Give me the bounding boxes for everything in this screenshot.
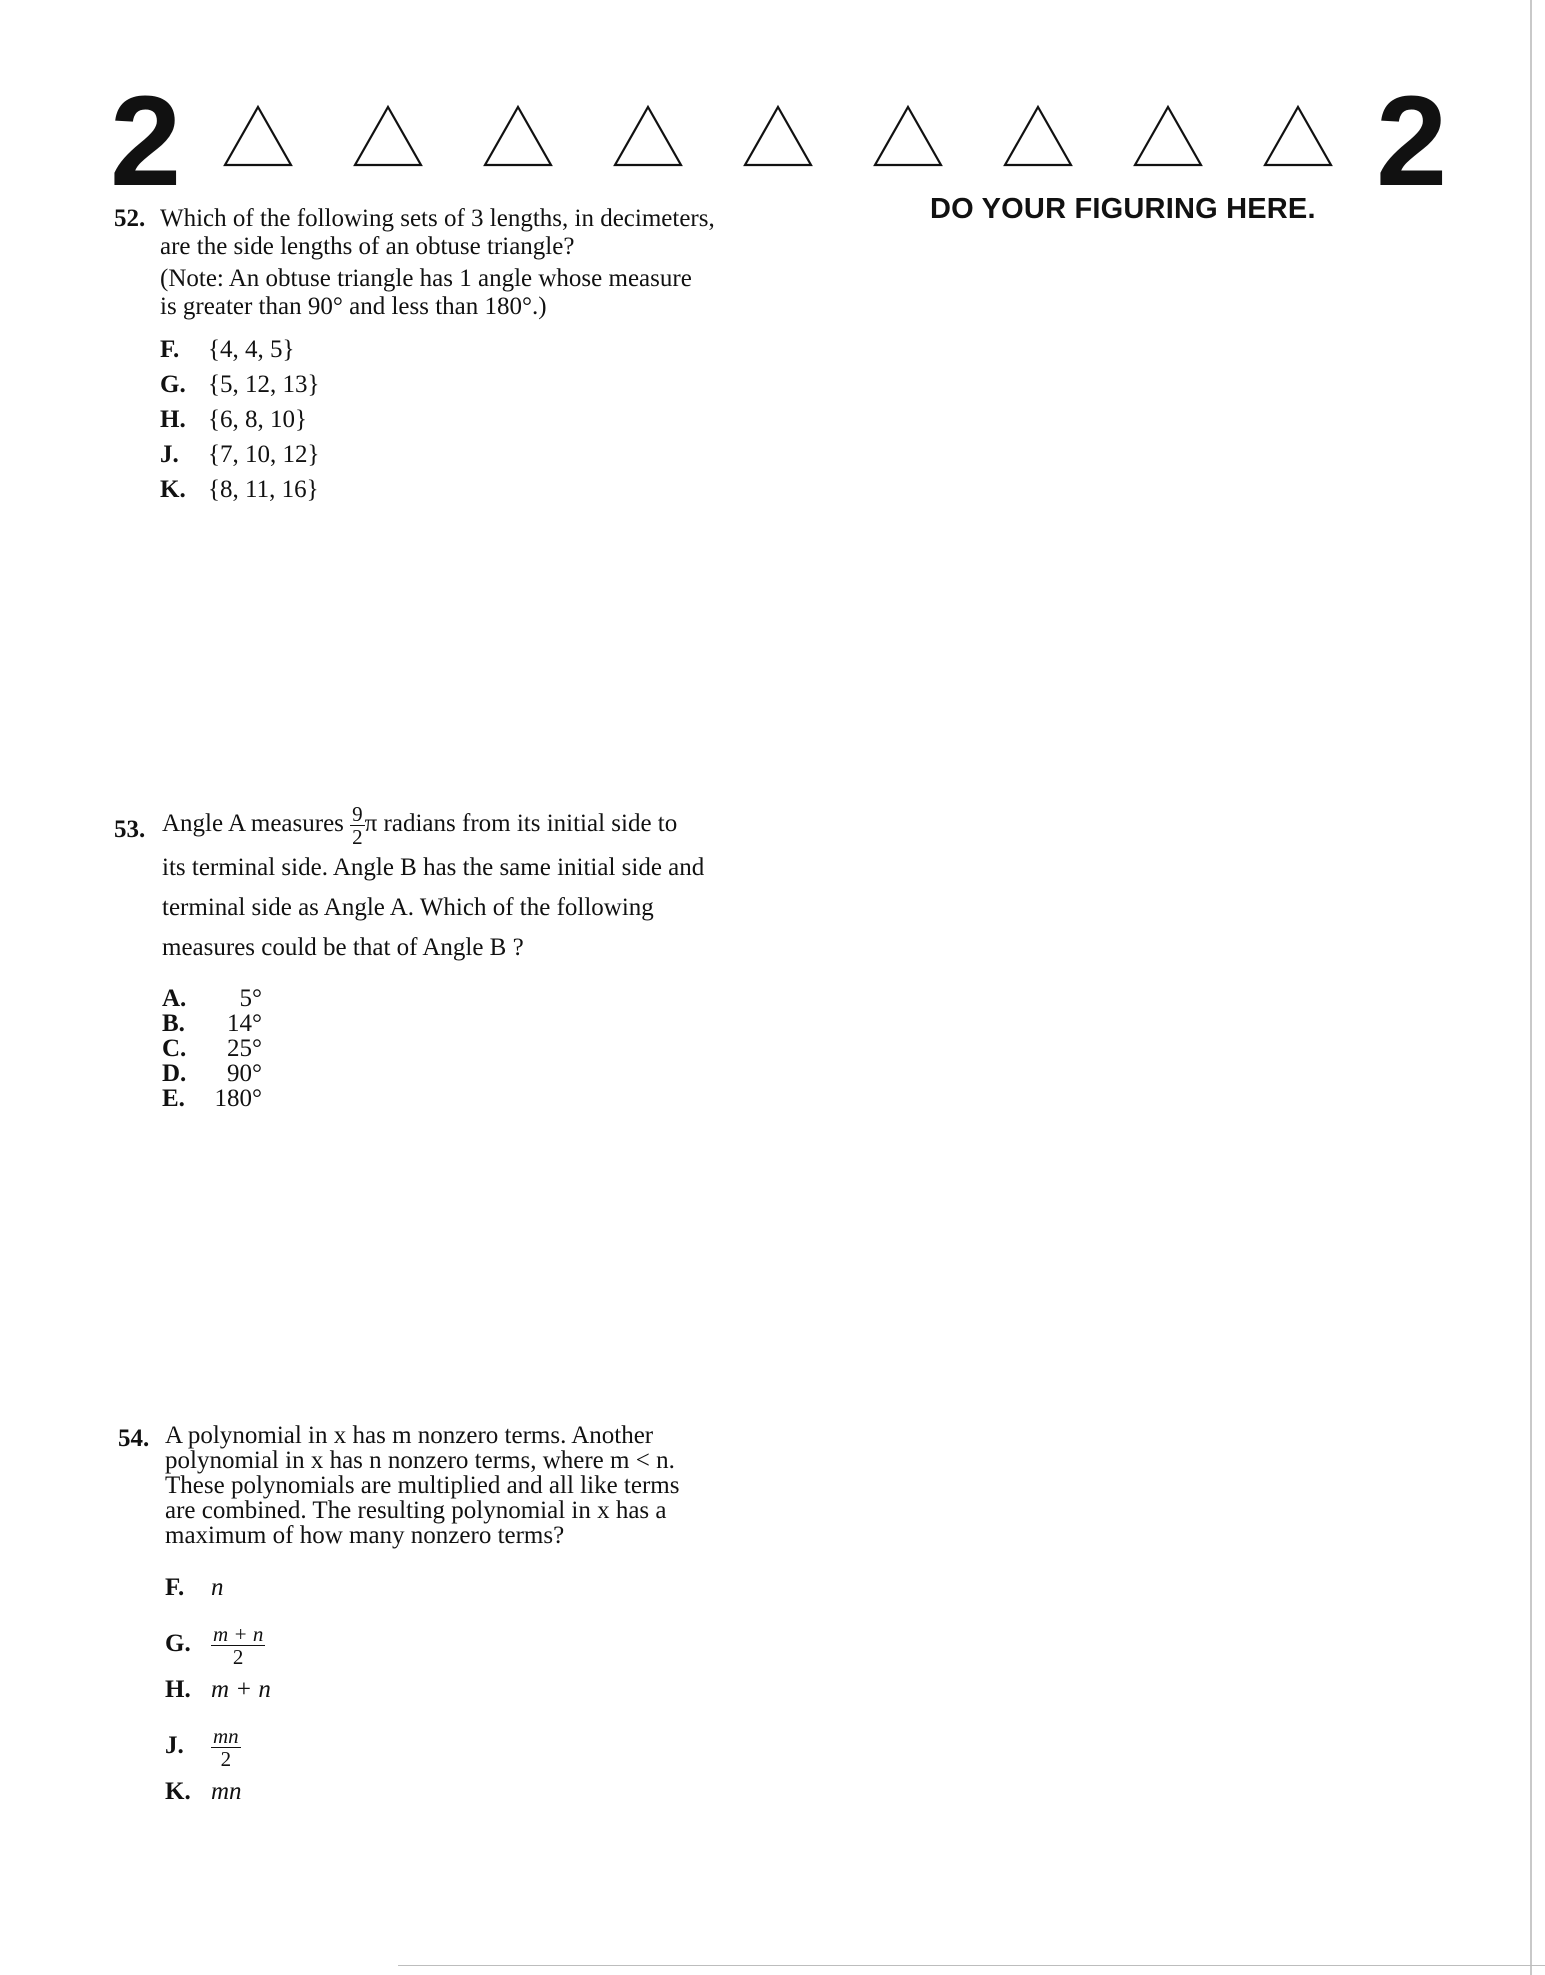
answer-choice-j[interactable]: [160, 440, 320, 470]
fraction: [211, 1623, 265, 1668]
triangle-icon: [482, 104, 554, 168]
choice-label: H.: [160, 406, 186, 433]
choice-label: B.: [162, 1010, 185, 1037]
choice-label: G.: [165, 1630, 191, 1658]
choice-text: 90°: [227, 1060, 262, 1087]
answer-choice-b[interactable]: [162, 1011, 262, 1036]
choice-label: F.: [160, 336, 180, 363]
question-note: [160, 265, 760, 321]
choice-label: K.: [165, 1778, 191, 1805]
answer-choice-c[interactable]: [162, 1036, 262, 1061]
choice-text: m + n: [211, 1676, 271, 1703]
question-number: 54.: [118, 1425, 150, 1452]
question-stem: [165, 1423, 755, 1548]
answer-choice-g[interactable]: [160, 370, 320, 400]
choice-label: C.: [162, 1035, 187, 1062]
choice-label: J.: [165, 1732, 184, 1760]
stem-line: its terminal side. Angle B has the same initial side and: [162, 854, 705, 881]
choice-text: 14°: [227, 1010, 262, 1037]
fraction-denominator: 2: [232, 1645, 244, 1669]
choice-text: {6, 8, 10}: [208, 406, 307, 433]
answer-choice-h[interactable]: [160, 405, 307, 435]
answer-choice-e[interactable]: [162, 1086, 262, 1111]
section-number-left: 2: [110, 70, 182, 213]
answer-choice-d[interactable]: [162, 1061, 262, 1086]
choice-text: n: [211, 1574, 224, 1601]
triangle-icon: [1132, 104, 1204, 168]
stem-line: polynomial in x has n nonzero terms, where m < n.: [165, 1447, 675, 1474]
answer-choice-f[interactable]: [165, 1573, 224, 1603]
question-number: 52.: [114, 205, 146, 232]
stem-line: terminal side as Angle A. Which of the following: [162, 894, 654, 921]
triangle-icon: [1002, 104, 1074, 168]
triangle-icon: [742, 104, 814, 168]
choice-label: H.: [165, 1676, 191, 1703]
stem-line: Which of the following sets of 3 lengths, in decimeters,: [160, 205, 715, 232]
choice-text: {8, 11, 16}: [208, 476, 319, 503]
answer-choice-a[interactable]: [162, 986, 262, 1011]
choice-label: G.: [160, 371, 186, 398]
fraction-numerator: 9: [352, 802, 363, 826]
page-bottom-line: [398, 1965, 1545, 1966]
triangle-icon: [352, 104, 424, 168]
stem-line: maximum of how many nonzero terms?: [165, 1522, 565, 1549]
stem-line: [162, 803, 762, 848]
choice-text: {4, 4, 5}: [208, 336, 295, 363]
triangle-icon: [1262, 104, 1334, 168]
stem-text: radians from its initial side to: [383, 810, 678, 838]
figuring-note: DO YOUR FIGURING HERE.: [930, 193, 1316, 225]
answer-choice-h[interactable]: [165, 1675, 271, 1705]
question-stem: [160, 205, 760, 261]
choice-text: mn: [211, 1778, 242, 1805]
stem-text: Angle A measures: [162, 810, 344, 838]
choice-text: {7, 10, 12}: [208, 441, 320, 468]
answer-choice-g[interactable]: [165, 1623, 265, 1668]
page-edge-line: [1530, 0, 1532, 1975]
choice-label: D.: [162, 1060, 187, 1087]
triangle-icon: [612, 104, 684, 168]
choice-text: 180°: [214, 1085, 262, 1112]
note-line: is greater than 90° and less than 180°.): [160, 293, 547, 320]
stem-line: measures could be that of Angle B ?: [162, 934, 524, 961]
note-line: (Note: An obtuse triangle has 1 angle whose measure: [160, 265, 692, 292]
section-number-right: 2: [1376, 70, 1448, 213]
answer-choice-k[interactable]: [165, 1777, 242, 1807]
fraction-denominator: 2: [220, 1747, 232, 1771]
answer-choice-j[interactable]: [165, 1725, 241, 1770]
pi-symbol: π: [364, 810, 378, 838]
stem-line: These polynomials are multiplied and all like terms: [165, 1472, 680, 1499]
choice-label: F.: [165, 1574, 185, 1601]
question-stem: [162, 803, 762, 968]
choice-text: 25°: [227, 1035, 262, 1062]
choice-text: {5, 12, 13}: [208, 371, 320, 398]
choice-label: J.: [160, 441, 179, 468]
fraction-numerator: mn: [213, 1724, 239, 1748]
choice-label: K.: [160, 476, 186, 503]
answer-choice-k[interactable]: [160, 475, 319, 505]
answer-choice-f[interactable]: [160, 335, 295, 365]
fraction-numerator: m + n: [213, 1622, 264, 1646]
triangle-icon: [872, 104, 944, 168]
choice-label: A.: [162, 985, 187, 1012]
triangle-icon: [222, 104, 294, 168]
fraction: [350, 803, 365, 848]
fraction-denominator: 2: [352, 825, 363, 849]
stem-line: A polynomial in x has m nonzero terms. Another: [165, 1422, 654, 1449]
fraction: [211, 1725, 241, 1770]
question-number: 53.: [114, 816, 146, 843]
stem-line: are the side lengths of an obtuse triangle?: [160, 233, 575, 260]
choice-text: 5°: [239, 985, 262, 1012]
stem-line: are combined. The resulting polynomial in x has a: [165, 1497, 667, 1524]
choice-label: E.: [162, 1085, 185, 1112]
